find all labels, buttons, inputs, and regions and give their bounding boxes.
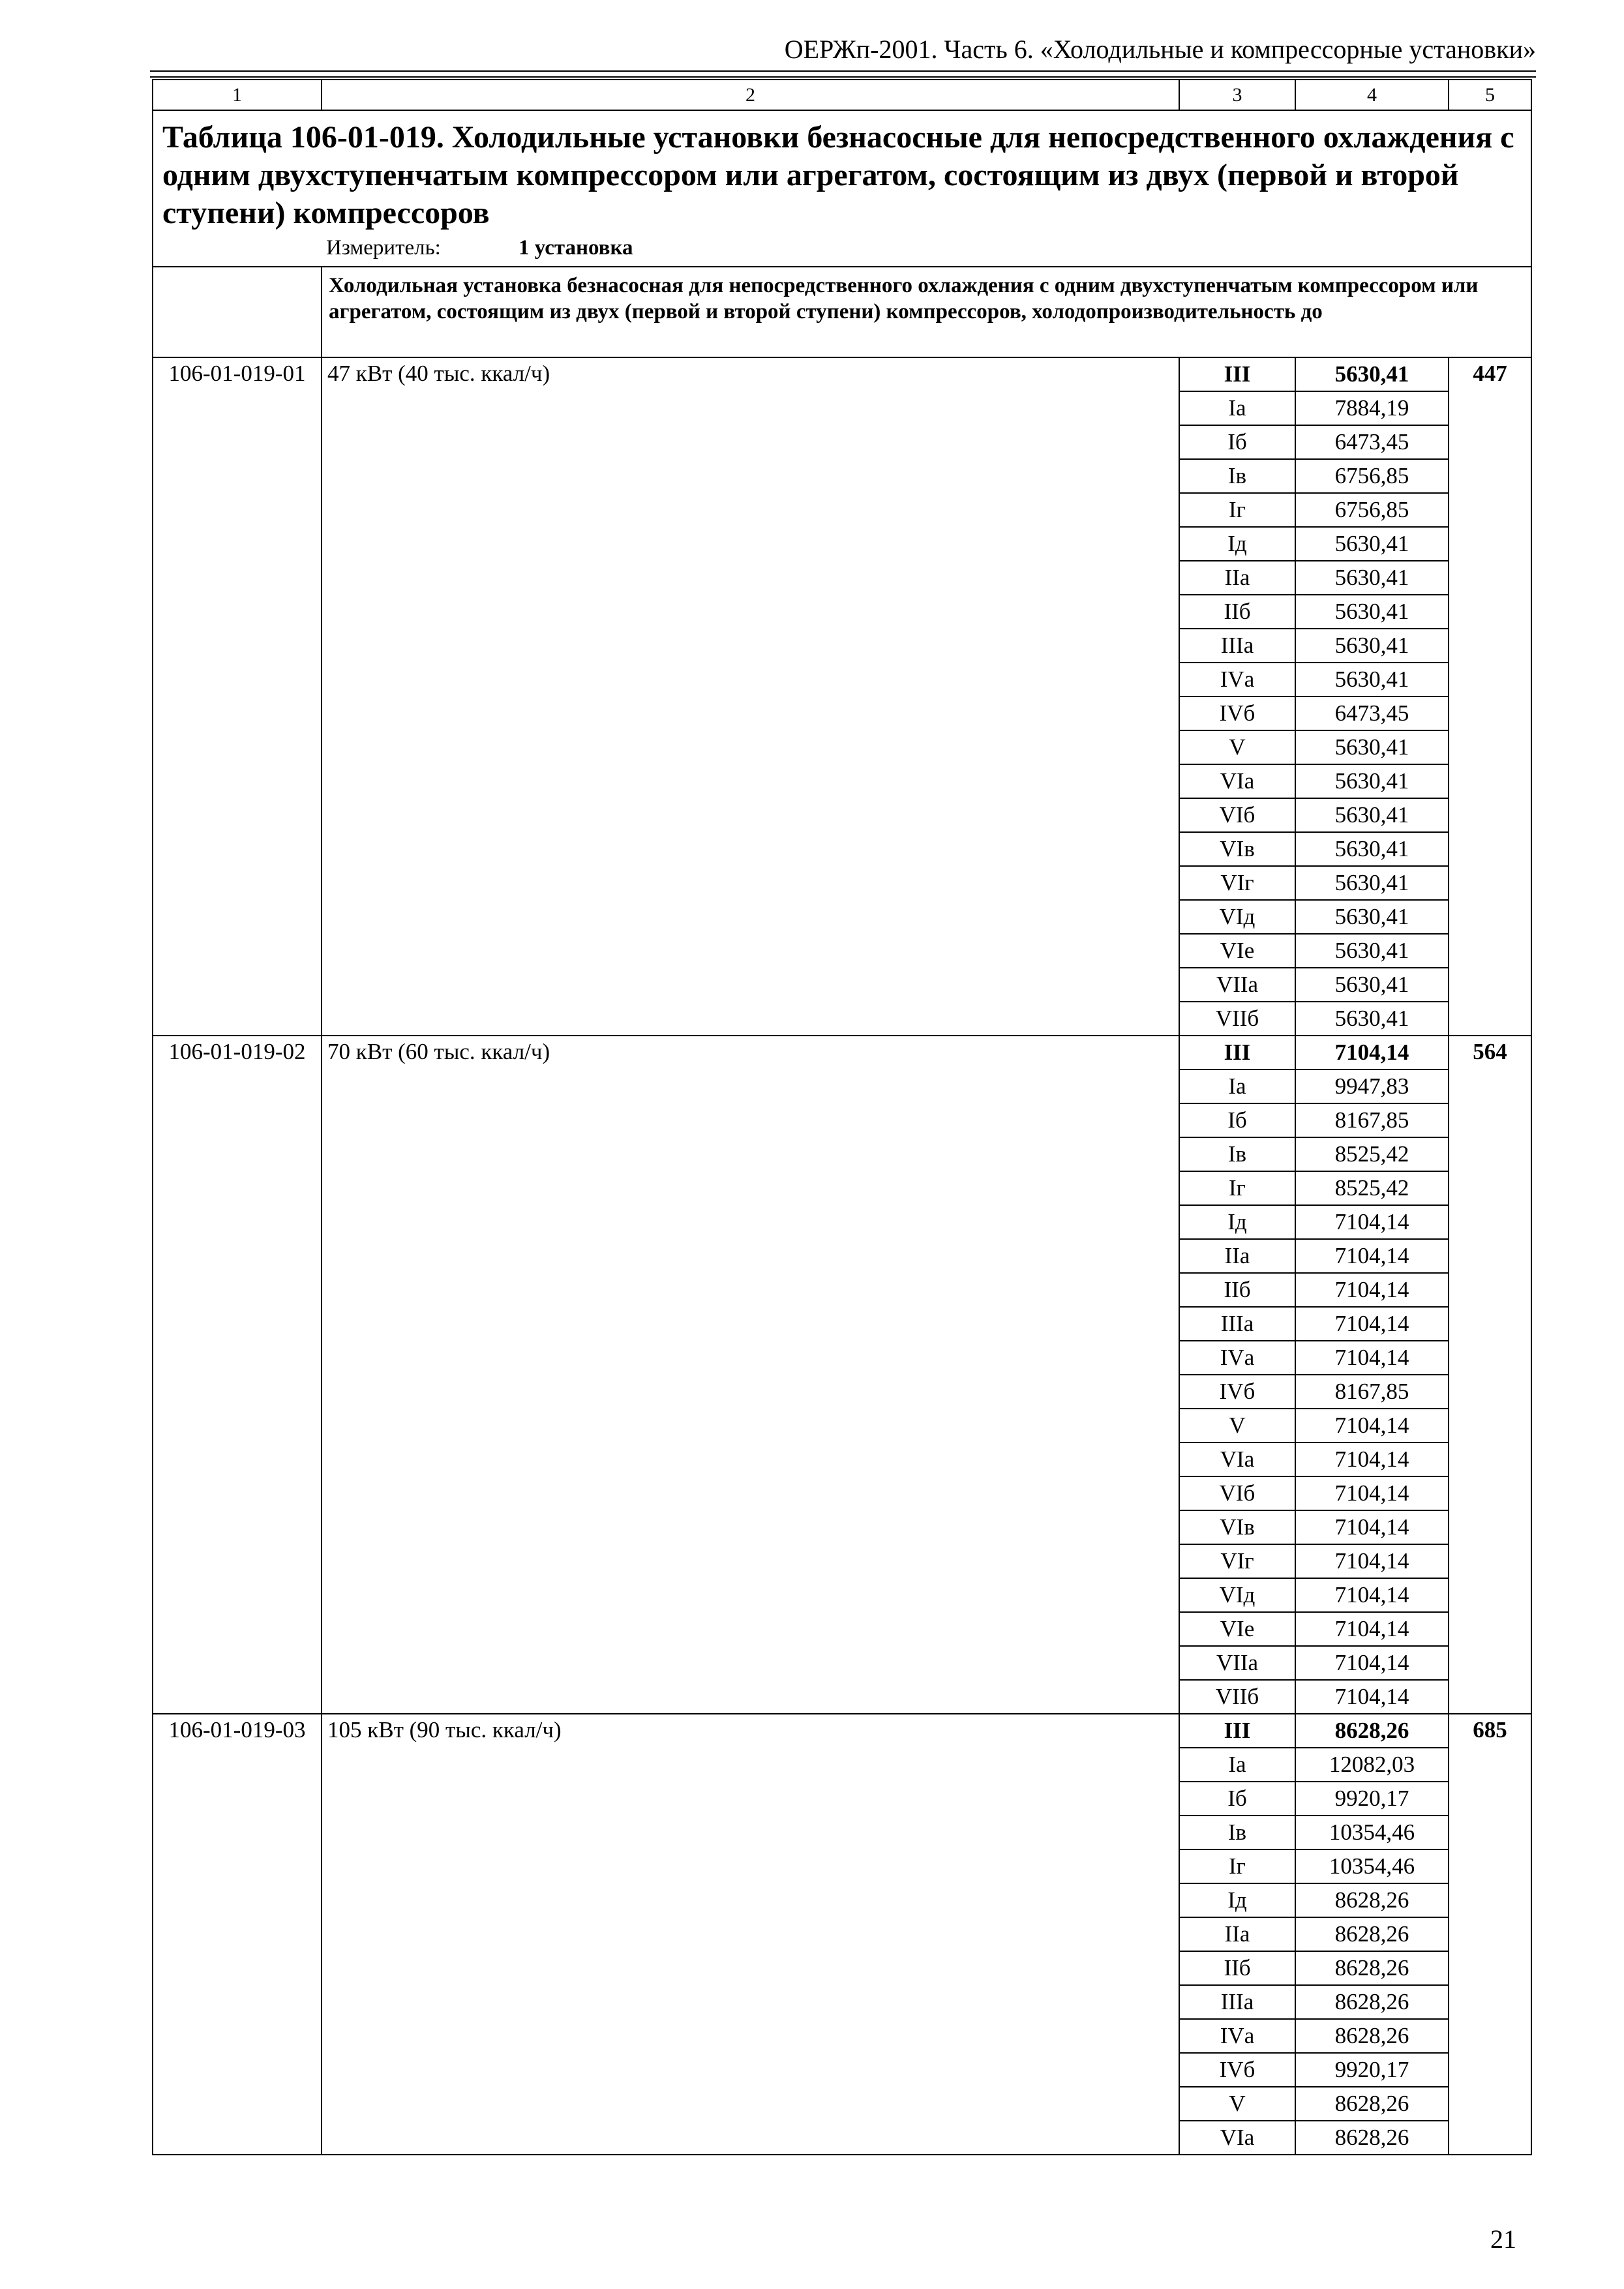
table-row: [153, 357, 1531, 391]
price-value: 7104,14: [1295, 1409, 1449, 1443]
zone-code: IIIа: [1179, 1307, 1295, 1341]
norm-value: 447: [1449, 357, 1531, 1036]
price-value: 5630,41: [1295, 730, 1449, 764]
rates-table: [152, 79, 1532, 2155]
zone-code: Iв: [1179, 1816, 1295, 1849]
header-rule: [150, 70, 1536, 72]
zone-code: IVб: [1179, 696, 1295, 730]
zone-code: Iв: [1179, 1137, 1295, 1171]
item-name: 47 кВт (40 тыс. ккал/ч): [322, 357, 1179, 1036]
zone-code: VIв: [1179, 1510, 1295, 1544]
price-value: 9920,17: [1295, 2053, 1449, 2087]
zone-code: IIа: [1179, 1917, 1295, 1951]
zone-code: Iд: [1179, 527, 1295, 561]
table-title-row: [153, 110, 1531, 267]
zone-code: IIIа: [1179, 1985, 1295, 2019]
price-value: 7104,14: [1295, 1273, 1449, 1307]
column-number-row: [153, 80, 1531, 110]
zone-code: IIб: [1179, 595, 1295, 629]
header-rule: [150, 76, 1536, 78]
price-value: 6473,45: [1295, 696, 1449, 730]
item-name: 70 кВт (60 тыс. ккал/ч): [322, 1036, 1179, 1714]
item-code: 106-01-019-03: [153, 1714, 322, 2155]
zone-code: Iб: [1179, 1782, 1295, 1816]
price-value: 8525,42: [1295, 1171, 1449, 1205]
group-description-row: [153, 267, 1531, 357]
zone-code: VIб: [1179, 798, 1295, 832]
zone-code: VIа: [1179, 2121, 1295, 2155]
price-value: 7104,14: [1295, 1341, 1449, 1375]
column-number: 3: [1179, 80, 1295, 110]
price-value: 7104,14: [1295, 1578, 1449, 1612]
item-code: 106-01-019-02: [153, 1036, 322, 1714]
price-value: 5630,41: [1295, 900, 1449, 934]
zone-code: Iг: [1179, 1849, 1295, 1883]
zone-code: VIг: [1179, 1544, 1295, 1578]
price-value: 8628,26: [1295, 2087, 1449, 2121]
price-value: 7104,14: [1295, 1646, 1449, 1680]
price-value: 6756,85: [1295, 493, 1449, 527]
price-value: 5630,41: [1295, 764, 1449, 798]
zone-code: IIIа: [1179, 629, 1295, 663]
zone-code: Iа: [1179, 391, 1295, 425]
price-value: 7104,14: [1295, 1476, 1449, 1510]
measure-value: 1 установка: [519, 236, 633, 260]
price-value: 8167,85: [1295, 1103, 1449, 1137]
price-value: 7104,14: [1295, 1612, 1449, 1646]
price-value: 7104,14: [1295, 1239, 1449, 1273]
zone-code: Iб: [1179, 1103, 1295, 1137]
price-value: 8628,26: [1295, 1985, 1449, 2019]
price-value: 7884,19: [1295, 391, 1449, 425]
zone-code: VIб: [1179, 1476, 1295, 1510]
price-value: 8628,26: [1295, 1714, 1449, 1748]
zone-code: IIа: [1179, 1239, 1295, 1273]
price-value: 6473,45: [1295, 425, 1449, 459]
zone-code: V: [1179, 1409, 1295, 1443]
zone-code: Iд: [1179, 1205, 1295, 1239]
column-number: 2: [322, 80, 1179, 110]
price-value: 7104,14: [1295, 1510, 1449, 1544]
zone-code: VIе: [1179, 1612, 1295, 1646]
group-description-cell: [322, 267, 1531, 357]
price-value: 5630,41: [1295, 968, 1449, 1002]
zone-code: VIд: [1179, 900, 1295, 934]
table-title-cell: [153, 110, 1531, 267]
zone-code: Iд: [1179, 1883, 1295, 1917]
zone-code: IIб: [1179, 1951, 1295, 1985]
zone-code: VIIб: [1179, 1680, 1295, 1714]
price-value: 5630,41: [1295, 934, 1449, 968]
price-value: 8628,26: [1295, 1917, 1449, 1951]
price-value: 5630,41: [1295, 595, 1449, 629]
price-value: 7104,14: [1295, 1680, 1449, 1714]
zone-code: Iв: [1179, 459, 1295, 493]
price-value: 12082,03: [1295, 1748, 1449, 1782]
price-value: 10354,46: [1295, 1816, 1449, 1849]
price-value: 5630,41: [1295, 1002, 1449, 1036]
price-value: 7104,14: [1295, 1307, 1449, 1341]
price-value: 7104,14: [1295, 1036, 1449, 1070]
price-value: 5630,41: [1295, 629, 1449, 663]
zone-code: VIд: [1179, 1578, 1295, 1612]
price-value: 8628,26: [1295, 1951, 1449, 1985]
price-value: 9947,83: [1295, 1070, 1449, 1103]
price-value: 10354,46: [1295, 1849, 1449, 1883]
zone-code: V: [1179, 2087, 1295, 2121]
zone-code: V: [1179, 730, 1295, 764]
price-value: 8628,26: [1295, 2019, 1449, 2053]
column-number: 5: [1449, 80, 1531, 110]
price-value: 8628,26: [1295, 1883, 1449, 1917]
group-description: Холодильная установка безнасосная для непосредственного охлаждения с одним двухступенчатым компрессором или агрегатом, состоящим из двух (первой и второй ступени) компрессоров, холодопроизводительность до: [329, 274, 1479, 323]
price-value: 5630,41: [1295, 663, 1449, 696]
zone-code: Iб: [1179, 425, 1295, 459]
item-code: 106-01-019-01: [153, 357, 322, 1036]
page-number: 21: [1490, 2224, 1516, 2254]
price-value: 7104,14: [1295, 1205, 1449, 1239]
zone-code: IIб: [1179, 1273, 1295, 1307]
zone-code: Iг: [1179, 493, 1295, 527]
column-number: 1: [153, 80, 322, 110]
price-value: 9920,17: [1295, 1782, 1449, 1816]
zone-code: Iа: [1179, 1070, 1295, 1103]
zone-code: IVа: [1179, 663, 1295, 696]
zone-code: IVб: [1179, 2053, 1295, 2087]
norm-value: 564: [1449, 1036, 1531, 1714]
table-row: [153, 1714, 1531, 1748]
measure-label: Измеритель:: [326, 236, 441, 260]
zone-code: VIе: [1179, 934, 1295, 968]
zone-code: IVб: [1179, 1375, 1295, 1409]
empty-cell: [153, 267, 322, 357]
column-number: 4: [1295, 80, 1449, 110]
price-value: 7104,14: [1295, 1544, 1449, 1578]
table-title: Таблица 106-01-019. Холодильные установки безнасосные для непосредственного охлаждения с одним двухступенчатым компрессором или агрегатом, состоящим из двух (первой и второй ступени) компрессоров: [162, 120, 1514, 230]
zone-code: III: [1179, 357, 1295, 391]
price-value: 8628,26: [1295, 2121, 1449, 2155]
item-name: 105 кВт (90 тыс. ккал/ч): [322, 1714, 1179, 2155]
zone-code: III: [1179, 1036, 1295, 1070]
price-value: 5630,41: [1295, 866, 1449, 900]
price-value: 8167,85: [1295, 1375, 1449, 1409]
price-value: 6756,85: [1295, 459, 1449, 493]
zone-code: IIа: [1179, 561, 1295, 595]
zone-code: III: [1179, 1714, 1295, 1748]
table-row: [153, 1036, 1531, 1070]
price-value: 5630,41: [1295, 832, 1449, 866]
price-value: 5630,41: [1295, 527, 1449, 561]
price-value: 5630,41: [1295, 798, 1449, 832]
price-value: 5630,41: [1295, 357, 1449, 391]
zone-code: VIв: [1179, 832, 1295, 866]
zone-code: Iа: [1179, 1748, 1295, 1782]
zone-code: Iг: [1179, 1171, 1295, 1205]
zone-code: VIIа: [1179, 968, 1295, 1002]
zone-code: VIIа: [1179, 1646, 1295, 1680]
price-value: 5630,41: [1295, 561, 1449, 595]
zone-code: VIг: [1179, 866, 1295, 900]
zone-code: VIа: [1179, 764, 1295, 798]
zone-code: IVа: [1179, 2019, 1295, 2053]
zone-code: IVа: [1179, 1341, 1295, 1375]
zone-code: VIа: [1179, 1443, 1295, 1476]
measure-line: [153, 233, 1531, 266]
price-value: 7104,14: [1295, 1443, 1449, 1476]
price-value: 8525,42: [1295, 1137, 1449, 1171]
zone-code: VIIб: [1179, 1002, 1295, 1036]
norm-value: 685: [1449, 1714, 1531, 2155]
running-header: ОЕРЖп-2001. Часть 6. «Холодильные и компрессорные установки»: [784, 35, 1536, 64]
